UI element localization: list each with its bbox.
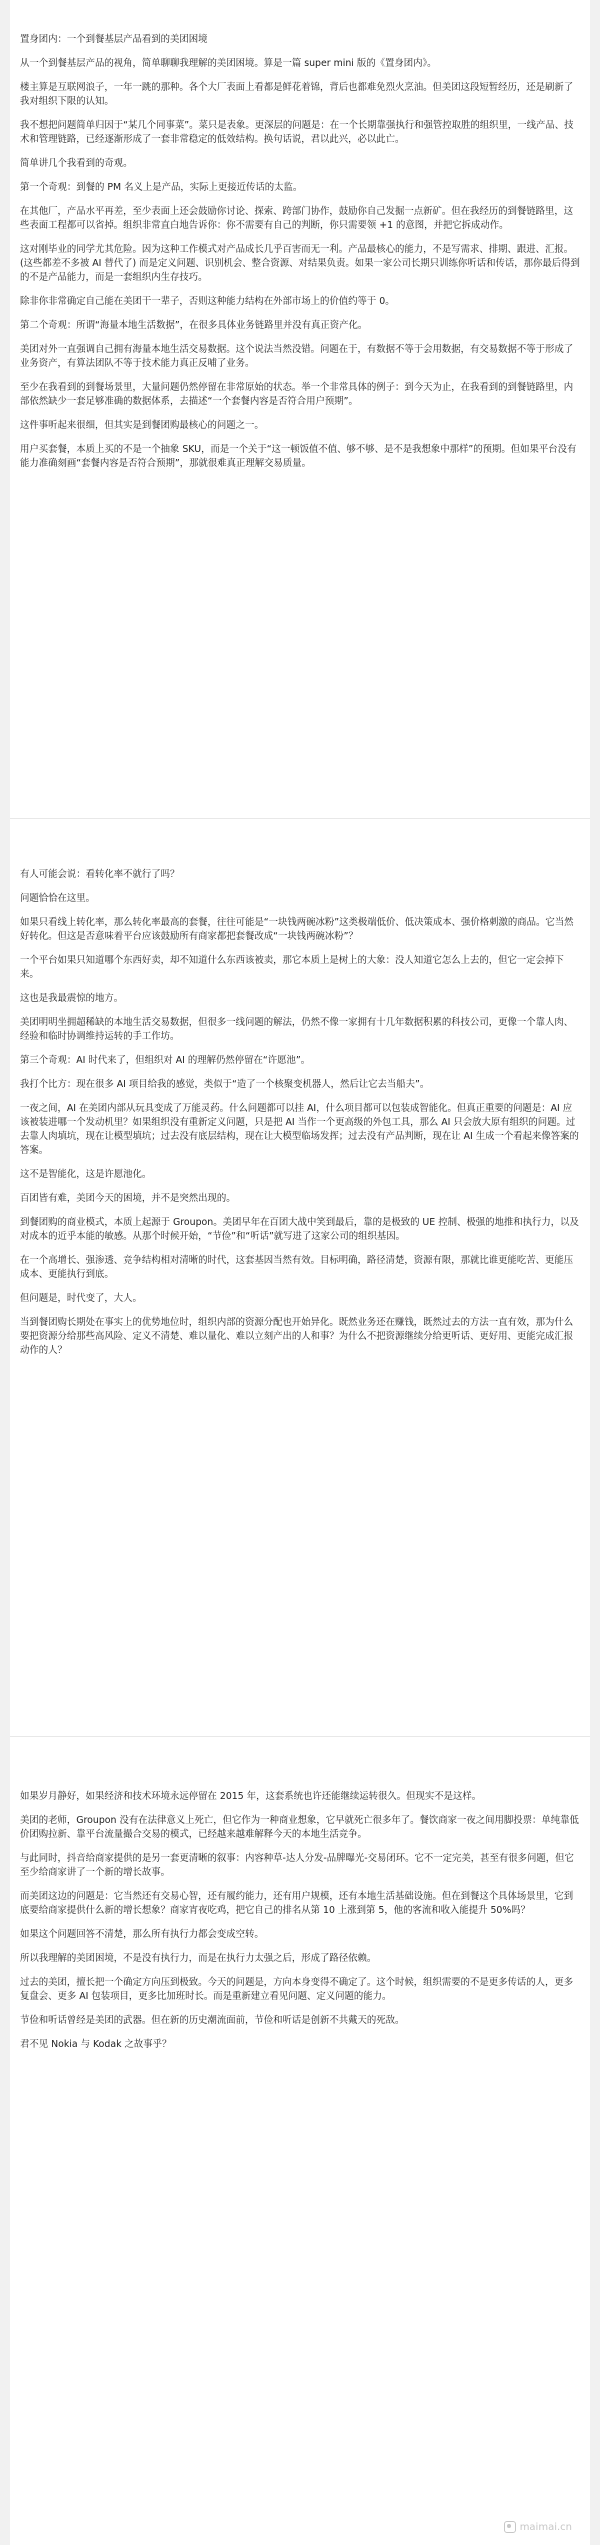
post-paragraph: 节俭和听话曾经是美团的武器。但在新的历史潮流面前，节俭和听话是创新不共戴天的死敌。 <box>20 2015 405 2026</box>
post-paragraph: 君不见 Nokia 与 Kodak 之故事乎？ <box>20 2039 172 2050</box>
post-paragraph: 楼主算是互联网浪子，一年一跳的那种。各个大厂表面上看都是鲜花着锦，背后也都难免烈火烹油。但美团这段短暂经历，还是刷新了我对组织下限的认知。 <box>20 82 574 107</box>
post-paragraph: 简单讲几个我看到的奇观。 <box>20 158 133 169</box>
post-section-1 <box>20 33 580 481</box>
post-paragraph: 在一个高增长、强渗透、竞争结构相对清晰的时代，这套基因当然有效。目标明确，路径清楚，资源有限，那就比谁更能吃苦、更能压成本、更能执行到底。 <box>20 1255 574 1280</box>
post-paragraph: 第三个奇观：AI 时代来了，但组织对 AI 的理解仍然停留在“许愿池”。 <box>20 1055 311 1066</box>
post-paragraph: 而美团这边的问题是：它当然还有交易心智，还有履约能力，还有用户规模，还有本地生活基础设施。但在到餐这个具体场景里，它到底要给商家提供什么新的增长想象？商家宵夜吃鸡，把它自己的排名从第 10 上涨到第 5，他的客流和收入能提升 50%吗？ <box>20 1891 574 1916</box>
post-section-3 <box>20 1790 580 2062</box>
post-paragraph: 这也是我最震惊的地方。 <box>20 993 124 1004</box>
section-divider <box>10 1736 590 1737</box>
post-paragraph: 问题恰恰在这里。 <box>20 893 96 904</box>
section-divider <box>10 818 590 819</box>
watermark <box>504 2521 572 2533</box>
post-paragraph: 第一个奇观：到餐的 PM 名义上是产品，实际上更接近传话的太监。 <box>20 182 303 193</box>
post-paragraph: 过去的美团，擅长把一个确定方向压到极致。今天的问题是，方向本身变得不确定了。这个时候，组织需要的不是更多传话的人，更多复盘会、更多 AI 包装项目，更多比加班时长。而是重新建立看见问题、定义问题的能力。 <box>20 1977 574 2002</box>
post-paragraph: 到餐团购的商业模式，本质上起源于 Groupon。美团早年在百团大战中笑到最后，靠的是极致的 UE 控制、极强的地推和执行力，以及对成本的近乎本能的敏感。从那个时候开始，“节俭”和“听话”就写进了这家公司的组织基因。 <box>20 1217 579 1242</box>
post-paragraph: 这不是智能化，这是许愿池化。 <box>20 1169 152 1180</box>
post-paragraph: 这件事听起来很细，但其实是到餐团购最核心的问题之一。 <box>20 420 264 431</box>
post-paragraph: 如果这个问题回答不清楚，那么所有执行力都会变成空转。 <box>20 1929 264 1940</box>
post-paragraph: 除非你非常确定自己能在美团干一辈子，否则这种能力结构在外部市场上的价值约等于 0。 <box>20 296 395 307</box>
post-section-2 <box>20 868 580 1368</box>
post-paragraph: 百团皆有难，美团今天的困境，并不是突然出现的。 <box>20 1193 236 1204</box>
post-paragraph: 与此同时，抖音给商家提供的是另一套更清晰的叙事：内容种草-达人分发-品牌曝光-交易闭环。它不一定完美，甚至有很多问题，但它至少给商家讲了一个新的增长故事。 <box>20 1853 574 1878</box>
post-paragraph: 从一个到餐基层产品的视角，简单聊聊我理解的美团困境。算是一篇 super mini 版的《置身团内》。 <box>20 58 437 69</box>
post-paragraph: 如果只看线上转化率，那么转化率最高的套餐，往往可能是“一块钱两碗冰粉”这类极端低价、低决策成本、强价格刺激的商品。它当然好转化。但这是否意味着平台应该鼓励所有商家都把套餐改成“一块钱两碗冰粉”？ <box>20 917 574 942</box>
post-paragraph: 美团的老师，Groupon 没有在法律意义上死亡，但它作为一种商业想象，它早就死亡很多年了。餐饮商家一夜之间用脚投票：单纯靠低价团购拉新、靠平台流量撮合交易的模式，已经越来越难解释今天的本地生活竞争。 <box>20 1815 579 1840</box>
post-paragraph: 在其他厂，产品水平再差，至少表面上还会鼓励你讨论、探索、跨部门协作，鼓励你自己发掘一点新矿。但在我经历的到餐链路里，这些表面工程都可以省掉。组织非常直白地告诉你：你不需要有自己的判断，你只需要领 +1 的意图，并把它拆成动作。 <box>20 206 574 231</box>
post-paragraph: 至少在我看到的到餐场景里，大量问题仍然停留在非常原始的状态。举一个非常具体的例子：到今天为止，在我看到的到餐链路里，内部依然缺少一套足够准确的数据体系，去描述“一个套餐内容是否符合用户预期”。 <box>20 382 574 407</box>
maimai-logo-icon <box>504 2521 516 2533</box>
post-paragraph: 所以我理解的美团困境，不是没有执行力，而是在执行力太强之后，形成了路径依赖。 <box>20 1953 377 1964</box>
post-paragraph: 置身团内：一个到餐基层产品看到的美团困境 <box>20 34 208 45</box>
post-paragraph: 用户买套餐，本质上买的不是一个抽象 SKU，而是一个关于“这一顿饭值不值、够不够、是不是我想象中那样”的预期。但如果平台没有能力准确刻画“套餐内容是否符合预期”，那就很难真正理解交易质量。 <box>20 444 577 469</box>
post-paragraph: 第二个奇观：所谓“海量本地生活数据”，在很多具体业务链路里并没有真正资产化。 <box>20 320 368 331</box>
post-paragraph: 当到餐团购长期处在事实上的优势地位时，组织内部的资源分配也开始异化。既然业务还在赚钱，既然过去的方法一直有效，那为什么要把资源分给那些高风险、定义不清楚、难以量化、难以立刻产出的人和事？为什么不把资源继续分给更听话、更好用、更能完成汇报动作的人？ <box>20 1317 574 1356</box>
post-paragraph: 一夜之间，AI 在美团内部从玩具变成了万能灵药。什么问题都可以挂 AI，什么项目都可以包装成智能化。但真正重要的问题是：AI 应该被装进哪一个发动机里？如果组织没有重新定义问题，只是把 AI 当作一个更高级的外包工具，那么 AI 只会放大原有组织的问题。过去靠人肉填坑，现在让模型填坑；过去没有底层结构，现在让大模型临场发挥；过去没有产品判断，现在让 AI 生成一个看起来像答案的答案。 <box>20 1103 579 1156</box>
post-paragraph: 美团明明坐拥超稀缺的本地生活交易数据，但很多一线问题的解法，仍然不像一家拥有十几年数据积累的科技公司，更像一个靠人肉、经验和临时协调维持运转的手工作坊。 <box>20 1017 574 1042</box>
post-paragraph: 有人可能会说：看转化率不就行了吗？ <box>20 869 180 880</box>
watermark-text: maimai.cn <box>519 2521 572 2533</box>
post-page <box>10 0 590 2545</box>
post-paragraph: 这对刚毕业的同学尤其危险。因为这种工作模式对产品成长几乎百害而无一利。产品最核心的能力，不是写需求、排期、跟进、汇报。(这些都差不多被 AI 替代了) 而是定义问题、识别机会、整合资源、对结果负责。如果一家公司长期只训练你听话和传话，那你最后得到的不是产品能力，而是一套组织内生存技巧。 <box>20 244 580 283</box>
post-paragraph: 如果岁月静好，如果经济和技术环境永远停留在 2015 年，这套系统也许还能继续运转很久。但现实不是这样。 <box>20 1791 482 1802</box>
post-paragraph: 一个平台如果只知道哪个东西好卖，却不知道什么东西该被卖，那它本质上是树上的大象：没人知道它怎么上去的，但它一定会掉下来。 <box>20 955 564 980</box>
post-paragraph: 但问题是，时代变了，大人。 <box>20 1293 142 1304</box>
post-paragraph: 我不想把问题简单归因于“某几个同事菜”。菜只是表象。更深层的问题是：在一个长期靠强执行和强管控取胜的组织里，一线产品、技术和管理链路，已经逐渐形成了一套非常稳定的低效结构。换句话说，君以此兴，必以此亡。 <box>20 120 574 145</box>
post-paragraph: 美团对外一直强调自己拥有海量本地生活交易数据。这个说法当然没错。问题在于，有数据不等于会用数据，有交易数据不等于形成了业务资产，有算法团队不等于技术能力真正反哺了业务。 <box>20 344 574 369</box>
post-paragraph: 我打个比方：现在很多 AI 项目给我的感觉，类似于“造了一个核聚变机器人，然后让它去当船夫”。 <box>20 1079 430 1090</box>
